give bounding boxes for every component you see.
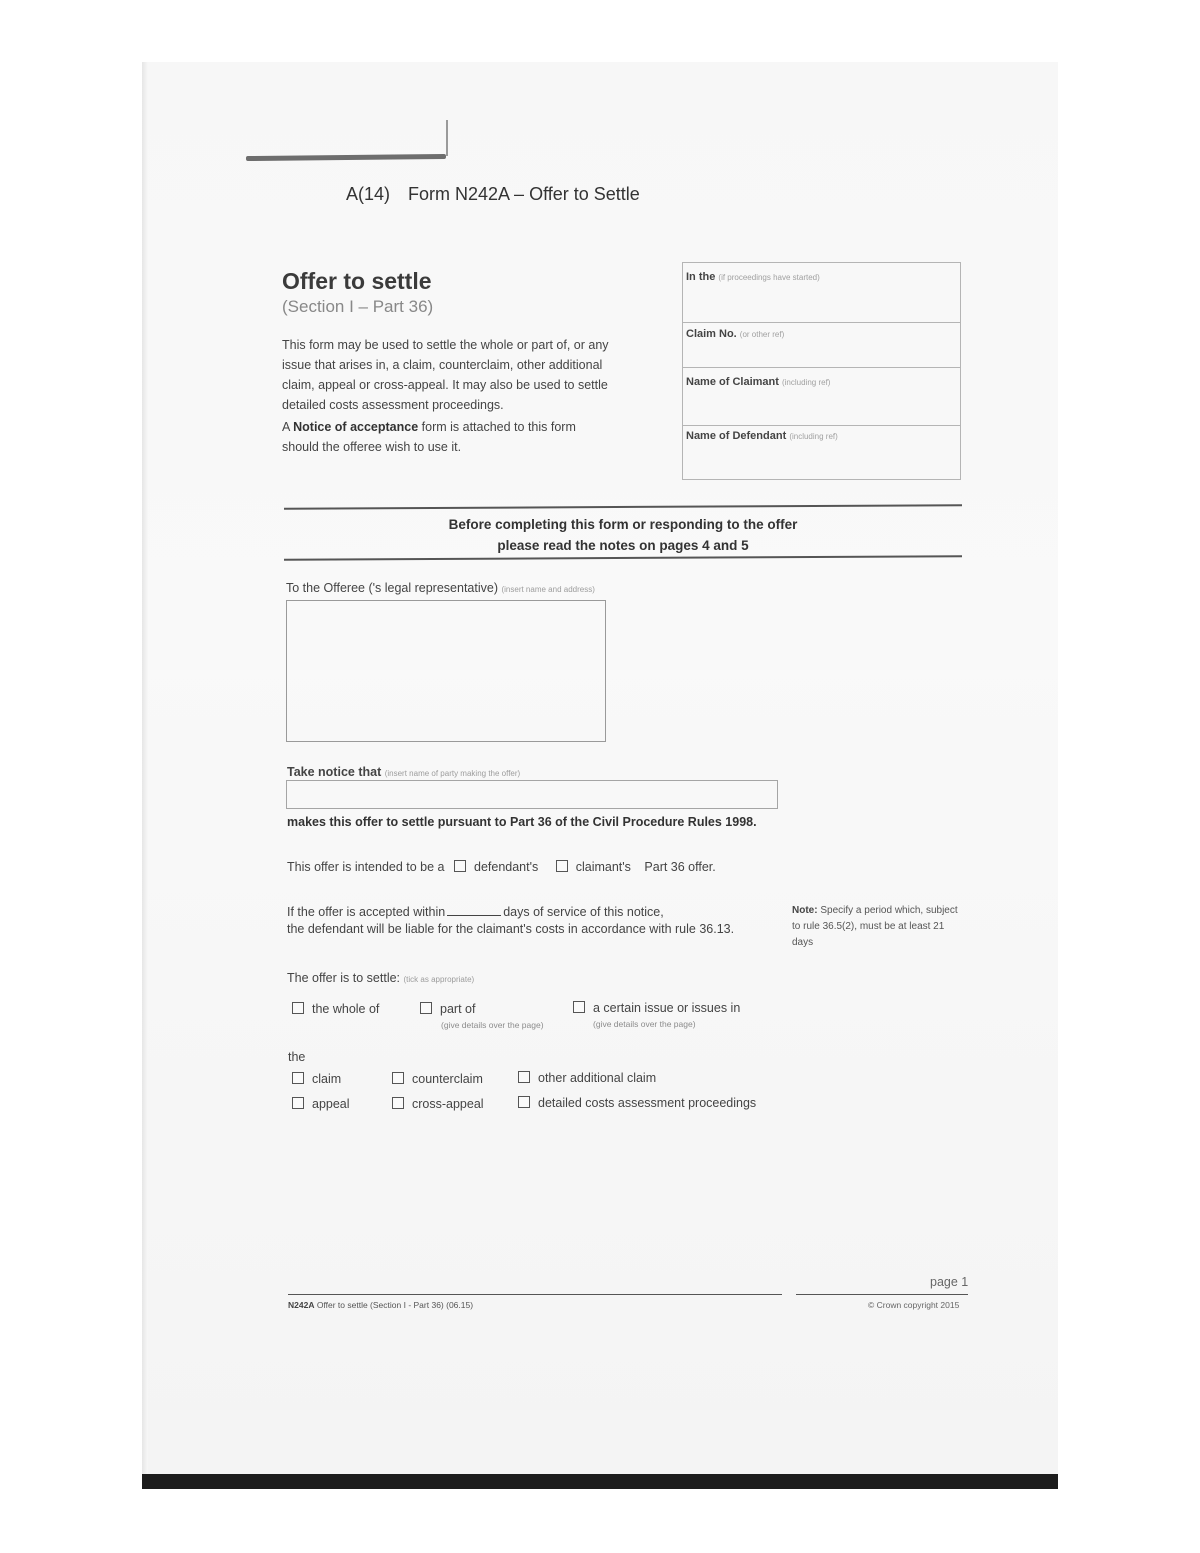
cross-appeal-checkbox[interactable] bbox=[392, 1097, 404, 1109]
footer-rule-right bbox=[796, 1294, 968, 1295]
offeree-label: To the Offeree ('s legal representative) bbox=[286, 581, 498, 595]
footer-form-ref bbox=[288, 1300, 473, 1310]
option-whole[interactable] bbox=[292, 1002, 379, 1016]
form-heading-text: Form N242A – Offer to Settle bbox=[408, 184, 640, 204]
period-note bbox=[792, 903, 964, 951]
offer-statement: makes this offer to settle pursuant to Part 36 of the Civil Procedure Rules 1998. bbox=[287, 815, 757, 829]
acceptance-line-1 bbox=[287, 905, 664, 919]
offeree-label-row bbox=[286, 581, 595, 595]
counterclaim-label: counterclaim bbox=[412, 1072, 483, 1086]
claimant-offer-checkbox[interactable] bbox=[556, 860, 568, 872]
claim-hint: (or other ref) bbox=[739, 330, 785, 339]
claim-checkbox[interactable] bbox=[292, 1072, 304, 1084]
claim-label: Claim No. bbox=[686, 328, 737, 340]
part-label: part of bbox=[440, 1002, 476, 1016]
defendant-offer-checkbox[interactable] bbox=[454, 860, 466, 872]
notice-bold: Notice of acceptance bbox=[293, 420, 419, 434]
footer-form-desc: Offer to settle (Section I - Part 36) (06.15) bbox=[314, 1300, 474, 1310]
appeal-checkbox[interactable] bbox=[292, 1097, 304, 1109]
notice-suffix: form is attached to this form should the offeree wish to use it. bbox=[282, 420, 576, 454]
claim-number-field[interactable] bbox=[683, 323, 960, 368]
claimant-label: Name of Claimant bbox=[686, 376, 779, 388]
page-subtitle: (Section I – Part 36) bbox=[282, 297, 434, 316]
part-hint: (give details over the page) bbox=[441, 1020, 544, 1030]
option-cross-appeal[interactable] bbox=[392, 1097, 484, 1111]
notice-prefix: A bbox=[282, 420, 294, 434]
the-label: the bbox=[288, 1050, 306, 1064]
days-field[interactable] bbox=[447, 905, 501, 916]
part-checkbox[interactable] bbox=[420, 1002, 432, 1014]
offering-party-field[interactable] bbox=[286, 780, 778, 809]
court-hint: (if proceedings have started) bbox=[718, 273, 820, 282]
offeree-hint: (insert name and address) bbox=[501, 585, 595, 594]
other-claim-checkbox[interactable] bbox=[518, 1071, 530, 1083]
claimant-hint: (including ref) bbox=[781, 378, 831, 387]
acceptance-line-2: the defendant will be liable for the claimant's costs in accordance with rule 36.13. bbox=[287, 922, 735, 936]
option-counterclaim[interactable] bbox=[392, 1072, 483, 1086]
offer-type-row bbox=[287, 860, 716, 874]
claimant-name-field[interactable] bbox=[683, 368, 960, 426]
cross-appeal-label: cross-appeal bbox=[412, 1097, 484, 1111]
defendant-hint: (including ref) bbox=[789, 432, 838, 441]
defendant-name-field[interactable] bbox=[683, 426, 960, 481]
option-issue[interactable] bbox=[573, 1001, 740, 1015]
option-other-claim[interactable] bbox=[518, 1071, 656, 1085]
banner-line-1: Before completing this form or responding to the offer bbox=[448, 517, 798, 532]
option-detailed-costs[interactable] bbox=[518, 1096, 756, 1110]
sheet-bottom-edge bbox=[142, 1474, 1058, 1489]
note-label: Note: bbox=[792, 905, 818, 916]
footer-copyright: © Crown copyright 2015 bbox=[868, 1300, 960, 1310]
option-claim[interactable] bbox=[292, 1072, 341, 1086]
issue-checkbox[interactable] bbox=[573, 1001, 585, 1013]
acceptance-text-b: days of service of this notice, bbox=[503, 905, 664, 919]
issue-hint: (give details over the page) bbox=[593, 1019, 696, 1029]
defendant-offer-label: defendant's bbox=[474, 860, 539, 874]
take-notice-row bbox=[287, 765, 520, 779]
offer-type-prefix: This offer is intended to be a bbox=[287, 860, 445, 874]
offer-type-suffix: Part 36 offer. bbox=[644, 860, 716, 874]
form-heading bbox=[346, 184, 640, 205]
offeree-address-field[interactable] bbox=[286, 600, 606, 742]
claim-label: claim bbox=[312, 1072, 342, 1086]
settle-hint: (tick as appropriate) bbox=[403, 975, 475, 984]
claimant-offer-label: claimant's bbox=[575, 860, 631, 874]
other-claim-label: other additional claim bbox=[538, 1071, 657, 1085]
settle-label-row bbox=[287, 971, 474, 985]
option-part[interactable] bbox=[420, 1002, 475, 1016]
take-notice-label: Take notice that bbox=[287, 765, 382, 779]
notice-paragraph bbox=[282, 417, 602, 457]
detailed-costs-checkbox[interactable] bbox=[518, 1096, 530, 1108]
show-through-tab bbox=[246, 120, 448, 156]
court-field[interactable] bbox=[683, 263, 960, 323]
form-code: A(14) bbox=[346, 184, 391, 204]
sheet-shadow bbox=[142, 62, 148, 1489]
footer-form-code: N242A bbox=[288, 1300, 315, 1310]
page-title: Offer to settle bbox=[282, 268, 432, 294]
read-notes-banner bbox=[284, 514, 962, 556]
banner-line-2: please read the notes on pages 4 and 5 bbox=[497, 538, 749, 553]
settle-label: The offer is to settle: bbox=[287, 971, 401, 985]
whole-checkbox[interactable] bbox=[292, 1002, 304, 1014]
appeal-label: appeal bbox=[312, 1097, 350, 1111]
detailed-costs-label: detailed costs assessment proceedings bbox=[538, 1096, 757, 1110]
take-notice-hint: (insert name of party making the offer) bbox=[384, 769, 521, 778]
issue-label: a certain issue or issues in bbox=[593, 1001, 741, 1015]
case-details-box bbox=[682, 262, 961, 480]
note-text: Specify a period which, subject to rule 36.5(2), must be at least 21 days bbox=[792, 905, 958, 948]
page-number: page 1 bbox=[930, 1275, 969, 1289]
footer-rule-left bbox=[288, 1294, 782, 1295]
acceptance-text-a: If the offer is accepted within bbox=[287, 905, 446, 919]
whole-label: the whole of bbox=[312, 1002, 380, 1016]
counterclaim-checkbox[interactable] bbox=[392, 1072, 404, 1084]
defendant-label: Name of Defendant bbox=[686, 430, 787, 442]
court-label: In the bbox=[686, 271, 716, 283]
option-appeal[interactable] bbox=[292, 1097, 350, 1111]
intro-paragraph: This form may be used to settle the whole or part of, or any issue that arises in, a claim, counterclaim, other additional claim, appeal or cross-appeal. It may also be used to settle detailed costs assessment proceedings. bbox=[282, 338, 609, 412]
